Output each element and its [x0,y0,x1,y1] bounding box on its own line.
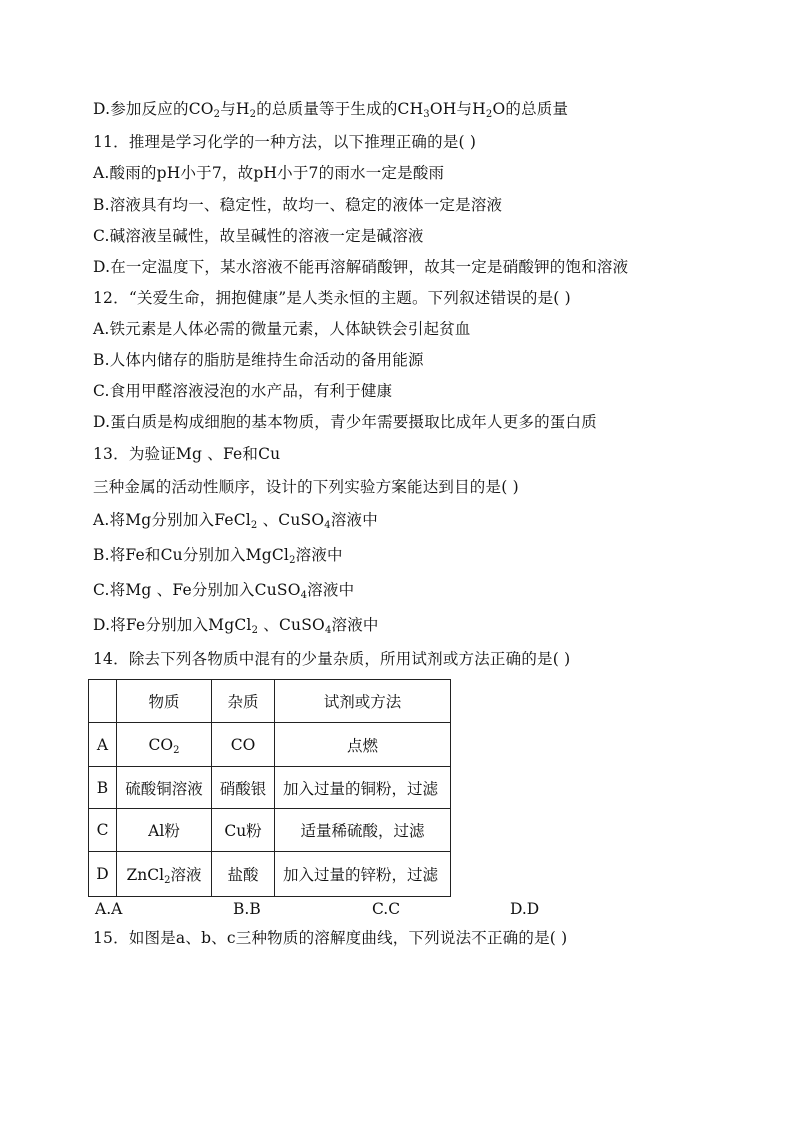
q13-option-d: D.将Fe分别加入MgCl$_2$ 、CuSO$_4$溶液中 [93,616,379,636]
impurity-cell: 硝酸银 [212,767,275,809]
table-row [89,723,451,767]
row-label: D [89,852,117,897]
q13-stem-line1: 13．为验证Mg 、Fe和Cu [93,445,281,463]
table-row [89,809,451,852]
q14-stem: 14．除去下列各物质中混有的少量杂质，所用试剂或方法正确的是( ) [93,650,571,668]
q13-option-b: B.将Fe和Cu分别加入MgCl$_2$溶液中 [93,546,343,566]
substance-cell: 硫酸铜溶液 [117,767,212,809]
q12-stem: 12．“关爱生命，拥抱健康”是人类永恒的主题。下列叙述错误的是( ) [93,289,571,307]
substance-cell: $CO_2$ [117,723,212,767]
substance-cell: ZnCl$_2$溶液 [117,852,212,897]
row-label: B [89,767,117,809]
substance-cell: Al粉 [117,809,212,852]
q15-stem: 15．如图是a、b、c三种物质的溶解度曲线，下列说法不正确的是( ) [93,929,568,947]
q13-option-a: A.将Mg分别加入FeCl$_2$ 、CuSO$_4$溶液中 [93,511,378,531]
method-cell: 点燃 [275,723,451,767]
method-cell: 加入过量的锌粉，过滤 [275,852,451,897]
q14-table [88,679,451,897]
q10-option-d: D.参加反应的$CO_2$与$H_2$的总质量等于生成的$CH_3OH$与$H_2O$的总质量 [93,100,569,120]
impurity-cell: CO [212,723,275,767]
method-cell: 适量稀硫酸，过滤 [275,809,451,852]
q14-option-b: B.B [233,900,261,918]
q12-option-c: C.食用甲醛溶液浸泡的水产品，有利于健康 [93,382,393,400]
row-label: C [89,809,117,852]
row-label: A [89,723,117,767]
q12-option-d: D.蛋白质是构成细胞的基本物质，青少年需要摄取比成年人更多的蛋白质 [93,413,597,431]
q12-option-b: B.人体内储存的脂肪是维持生命活动的备用能源 [93,351,424,369]
impurity-cell: 盐酸 [212,852,275,897]
header-method: 试剂或方法 [275,680,451,723]
table-row [89,767,451,809]
q11-option-b: B.溶液具有均一、稳定性，故均一、稳定的液体一定是溶液 [93,196,503,214]
table-header-row [89,680,451,723]
q11-option-d: D.在一定温度下，某水溶液不能再溶解硝酸钾，故其一定是硝酸钾的饱和溶液 [93,258,629,276]
header-label [89,680,117,723]
header-impurity: 杂质 [212,680,275,723]
q11-option-c: C.碱溶液呈碱性，故呈碱性的溶液一定是碱溶液 [93,227,424,245]
q14-option-d: D.D [510,900,540,918]
q13-stem-line2: 三种金属的活动性顺序，设计的下列实验方案能达到目的是( ) [93,478,519,496]
table-row [89,852,451,897]
header-substance: 物质 [117,680,212,723]
q14-option-a: A.A [95,900,123,918]
q13-option-c: C.将Mg 、Fe分别加入CuSO$_4$溶液中 [93,581,355,601]
q14-option-c: C.C [372,900,401,918]
q11-option-a: A.酸雨的pH小于7，故pH小于7的雨水一定是酸雨 [93,164,445,182]
method-cell: 加入过量的铜粉，过滤 [275,767,451,809]
q11-stem: 11．推理是学习化学的一种方法，以下推理正确的是( ) [93,133,477,151]
q12-option-a: A.铁元素是人体必需的微量元素，人体缺铁会引起贫血 [93,320,471,338]
impurity-cell: Cu粉 [212,809,275,852]
